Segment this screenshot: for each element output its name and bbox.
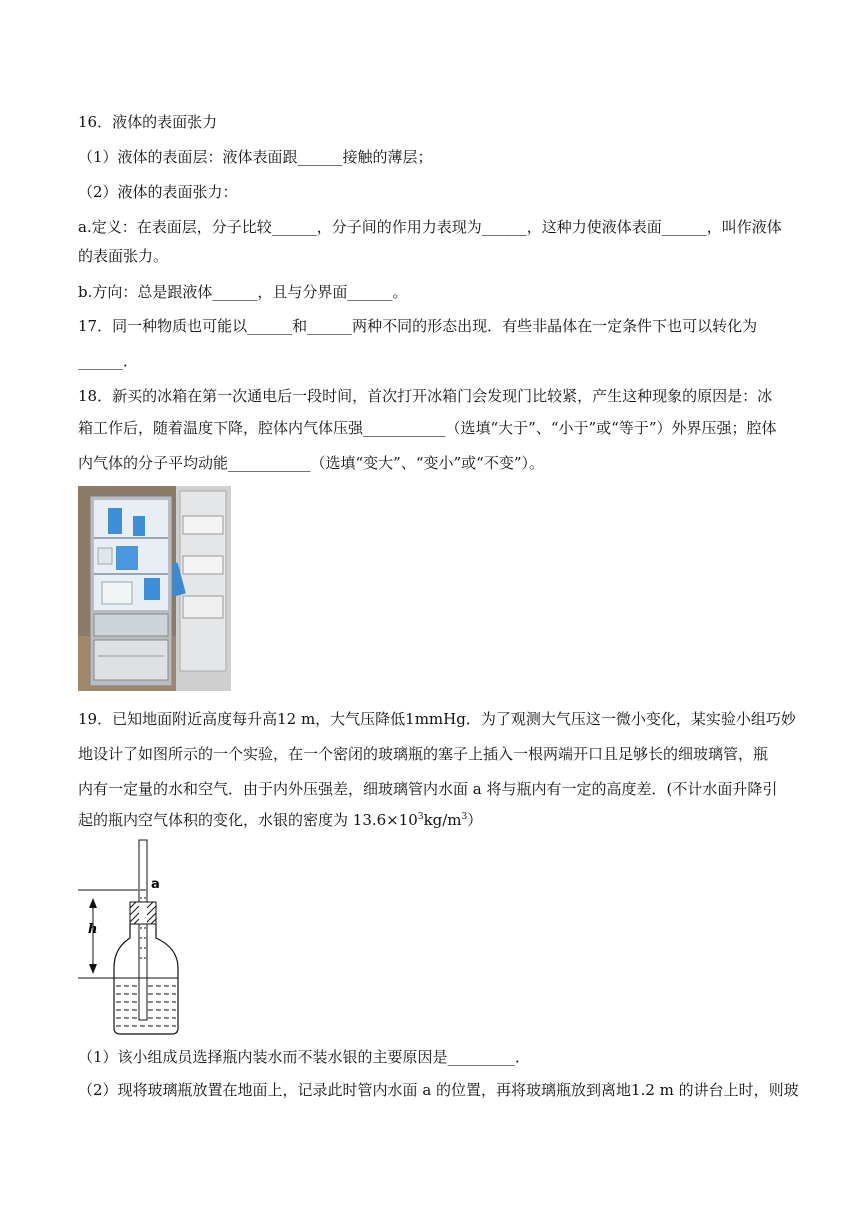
refrigerator-photo: [78, 486, 231, 691]
q19-line-2: 地设计了如图所示的一个实验，在一个密闭的玻璃瓶的塞子上插入一根两端开口且足够长的细玻璃管，瓶: [78, 745, 769, 763]
q19-line-4a: 起的瓶内空气体积的变化，水银的密度为 13.6×10: [78, 811, 418, 829]
q17-line-2: ______．: [78, 352, 139, 370]
q19-sup-2: 3: [461, 812, 468, 822]
q16-line-3: a.定义：在表面层，分子比较______，分子间的作用力表现为______，这种力使液体表面______，叫作液体: [78, 218, 782, 236]
q19-sub-2: （2）现将玻璃瓶放置在地面上，记录此时管内水面 a 的位置，再将玻璃瓶放到离地1.2 m 的讲台上时，则玻: [78, 1081, 799, 1099]
q18-line-2: 箱工作后，随着温度下降，腔体内气体压强___________（选填“大于”、“小于”或“等于”）外界压强；腔体: [78, 419, 777, 437]
q18-line-1: 18．新买的冰箱在第一次通电后一段时间，首次打开冰箱门会发现门比较紧，产生这种现象的原因是：冰: [78, 387, 773, 405]
q17-line-1: 17．同一种物质也可能以______和______两种不同的形态出现．有些非晶体在一定条件下也可以转化为: [78, 317, 758, 335]
a-label: a: [151, 877, 160, 892]
q19-line-4c: ）: [467, 811, 483, 829]
h-label: h: [88, 922, 98, 937]
q16-line-2: （2）液体的表面张力：: [78, 183, 238, 201]
q16-title: 16．液体的表面张力: [78, 113, 218, 131]
bottle-tube-diagram: [78, 838, 188, 1036]
q16-line-4: 的表面张力。: [78, 247, 169, 265]
q19-line-4b: kg/m: [423, 811, 462, 829]
q16-line-1: （1）液体的表面层：液体表面跟______接触的薄层；: [78, 148, 433, 166]
q18-line-3: 内气体的分子平均动能___________（选填“变大”、“变小”或“不变”）。: [78, 454, 545, 472]
q19-sup-1: 3: [417, 812, 424, 822]
q19-line-4: [78, 810, 482, 830]
q19-sub-1: （1）该小组成员选择瓶内装水而不装水银的主要原因是_________．: [78, 1048, 531, 1066]
q19-line-3: 内有一定量的水和空气．由于内外压强差，细玻璃管内水面 a 将与瓶内有一定的高度差．(不计水面升降引: [78, 780, 778, 798]
q19-line-1: 19．已知地面附近高度每升高12 m，大气压降低1mmHg．为了观测大气压这一微小变化，某实验小组巧妙: [78, 710, 796, 728]
q16-line-5: b.方向：总是跟液体______，且与分界面______。: [78, 283, 408, 301]
